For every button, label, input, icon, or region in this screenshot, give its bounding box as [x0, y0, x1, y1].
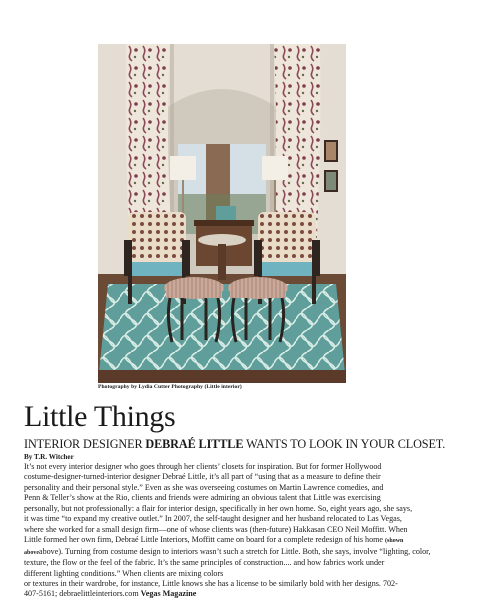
body-line: personally, but not professionally: a flair for interior design, specifically in her own home. So, eight years ago, she says, [24, 503, 413, 513]
deck-outro: WANTS TO LOOK IN YOUR CLOSET. [243, 437, 446, 451]
body-line: it was time “to expand my creative outlet.” In 2007, the self-taught designer and her husband relocated to Las Vegas, [24, 514, 402, 524]
interior-photo [98, 44, 346, 383]
body-line-with-publication [24, 589, 470, 599]
article-body [24, 462, 470, 600]
shown-note: (shown [385, 538, 404, 545]
above-note: above [24, 549, 39, 556]
body-line: texture, the flow or the feel of the fabric. It’s the same principles of construction.... and how fabrics work under [24, 558, 385, 568]
photo-credit: Photography by Lydia Cutter Photography (Little interior) [98, 384, 242, 390]
body-line: costume-designer-turned-interior designer Debraé Little, it’s all part of “using that as a measure to define their [24, 472, 381, 482]
article-deck [24, 437, 445, 451]
interior-photo-illustration [98, 44, 346, 383]
body-line-with-note [24, 547, 470, 558]
body-line: where she worked for a small design firm—one of whose clients was (then-future) Hakkasan CEO Neil Moffitt. When [24, 524, 408, 534]
body-line: It’s not every interior designer who goes through her clients’ closets for inspiration. But for former Hollywood [24, 462, 382, 471]
body-line-text: Little formed her own firm, Debraé Little Interiors, Moffitt came on board for a complete redesign of his home [24, 535, 386, 545]
body-line: different lighting conditions.” When clients are mixing colors [24, 568, 224, 578]
body-line: Penn & Teller’s show at the Rio, clients and friends were admiring an obvious talent that Little was exercising [24, 493, 381, 503]
byline: By T.R. Witcher [24, 453, 74, 461]
deck-intro: INTERIOR DESIGNER [24, 437, 146, 451]
body-line: personality and their personal style.” Even as she was overseeing costumes on Martin Lawrence comedies, and [24, 482, 384, 492]
body-line-text: above). Turning from costume design to interiors wasn’t such a stretch for Little. Both, she says, involve “lighting, color, [39, 546, 431, 556]
publication-name: Vegas Magazine [140, 589, 197, 599]
body-line: or textures in their wardrobe, for instance, Little knows she has a license to be similarly bold with her designs. 702- [24, 578, 398, 588]
article-title: Little Things [24, 400, 176, 433]
deck-designer-name: DEBRAÉ LITTLE [145, 437, 244, 451]
body-line-with-note [24, 535, 470, 546]
body-line-text: 407-5161; debraelittleinteriors.com [24, 589, 141, 599]
